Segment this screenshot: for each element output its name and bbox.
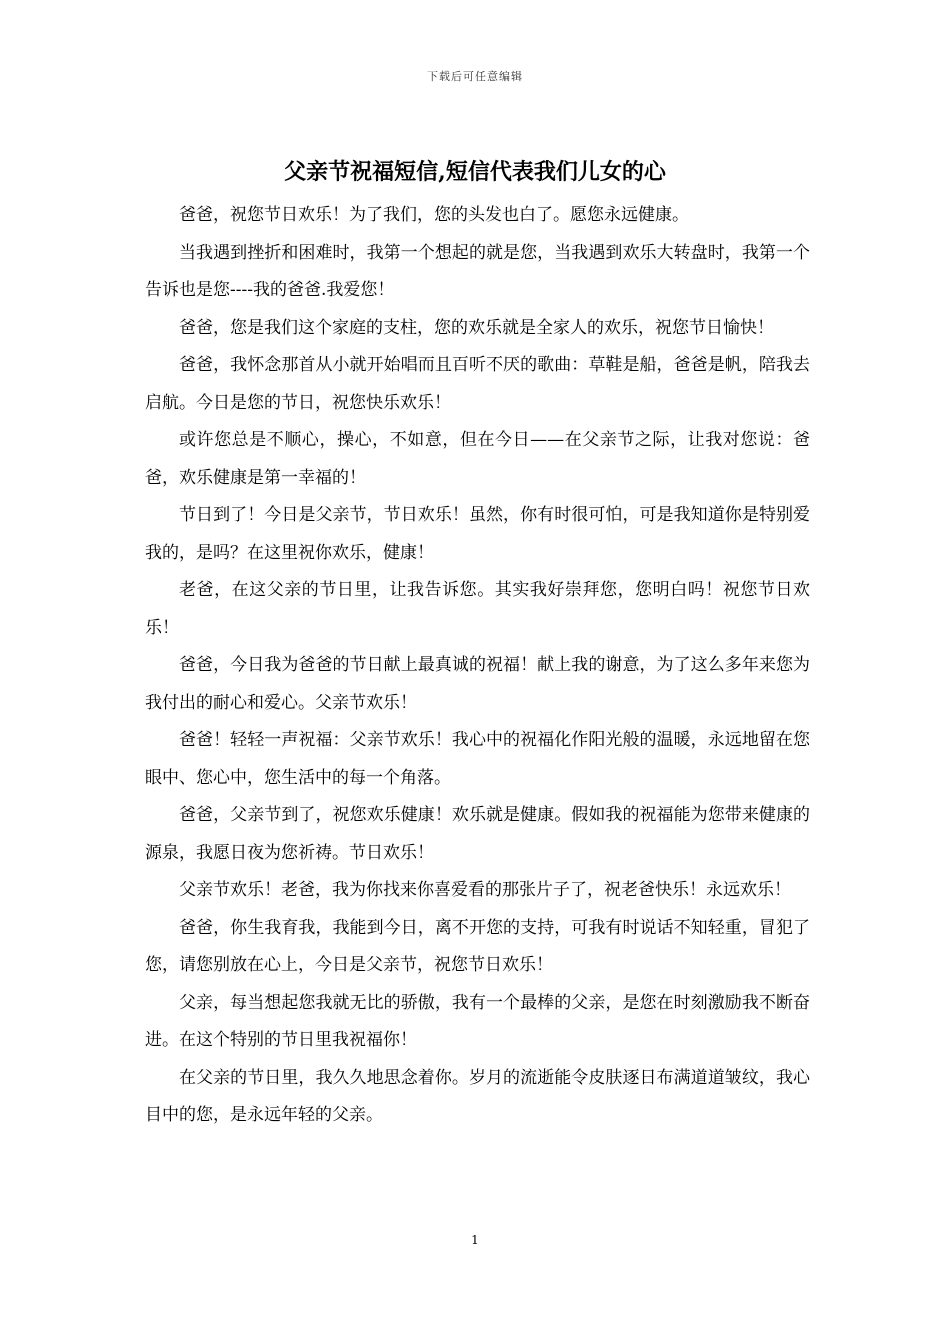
paragraph: 爸爸，父亲节到了，祝您欢乐健康！欢乐就是健康。假如我的祝福能为您带来健康的源泉，我愿日夜为您祈祷。节日欢乐！ (145, 805, 810, 863)
document-body (145, 197, 810, 1135)
paragraph: 在父亲的节日里，我久久地思念着你。岁月的流逝能令皮肤逐日布满道道皱纹，我心目中的您，是永远年轻的父亲。 (145, 1067, 810, 1125)
page-number: 1 (471, 1233, 479, 1247)
paragraph: 节日到了！今日是父亲节，节日欢乐！虽然，你有时很可怕，可是我知道你是特别爱我的，是吗？在这里祝你欢乐，健康！ (145, 505, 810, 563)
document-title: 父亲节祝福短信,短信代表我们儿女的心 (284, 159, 666, 185)
paragraph: 爸爸，您是我们这个家庭的支柱，您的欢乐就是全家人的欢乐，祝您节日愉快！ (179, 317, 774, 338)
paragraph: 父亲，每当想起您我就无比的骄傲，我有一个最棒的父亲，是您在时刻激励我不断奋进。在这个特别的节日里我祝福你！ (145, 992, 810, 1050)
paragraph: 父亲节欢乐！老爸，我为你找来你喜爱看的那张片子了，祝老爸快乐！永远欢乐！ (179, 880, 791, 900)
paragraph: 爸爸，我怀念那首从小就开始唱而且百听不厌的歌曲：草鞋是船，爸爸是帆，陪我去启航。今日是您的节日，祝您快乐欢乐！ (145, 355, 810, 413)
header-note: 下载后可任意编辑 (427, 70, 523, 83)
paragraph: 老爸，在这父亲的节日里，让我告诉您。其实我好崇拜您，您明白吗！祝您节日欢乐！ (145, 580, 810, 638)
paragraph: 爸爸，今日我为爸爸的节日献上最真诚的祝福！献上我的谢意，为了这么多年来您为我付出的耐心和爱心。父亲节欢乐！ (145, 655, 810, 713)
paragraph: 爸爸，你生我育我，我能到今日，离不开您的支持，可我有时说话不知轻重，冒犯了您，请您别放在心上，今日是父亲节，祝您节日欢乐！ (145, 917, 810, 975)
paragraph: 爸爸！轻轻一声祝福：父亲节欢乐！我心中的祝福化作阳光般的温暖，永远地留在您眼中、您心中，您生活中的每一个角落。 (145, 730, 810, 788)
paragraph: 或许您总是不顺心，操心，不如意，但在今日——在父亲节之际，让我对您说：爸爸，欢乐健康是第一幸福的！ (145, 430, 810, 488)
paragraph: 爸爸，祝您节日欢乐！为了我们，您的头发也白了。愿您永远健康。 (179, 205, 689, 225)
paragraph: 当我遇到挫折和困难时，我第一个想起的就是您，当我遇到欢乐大转盘时，我第一个告诉也是您----我的爸爸.我爱您！ (145, 242, 810, 300)
